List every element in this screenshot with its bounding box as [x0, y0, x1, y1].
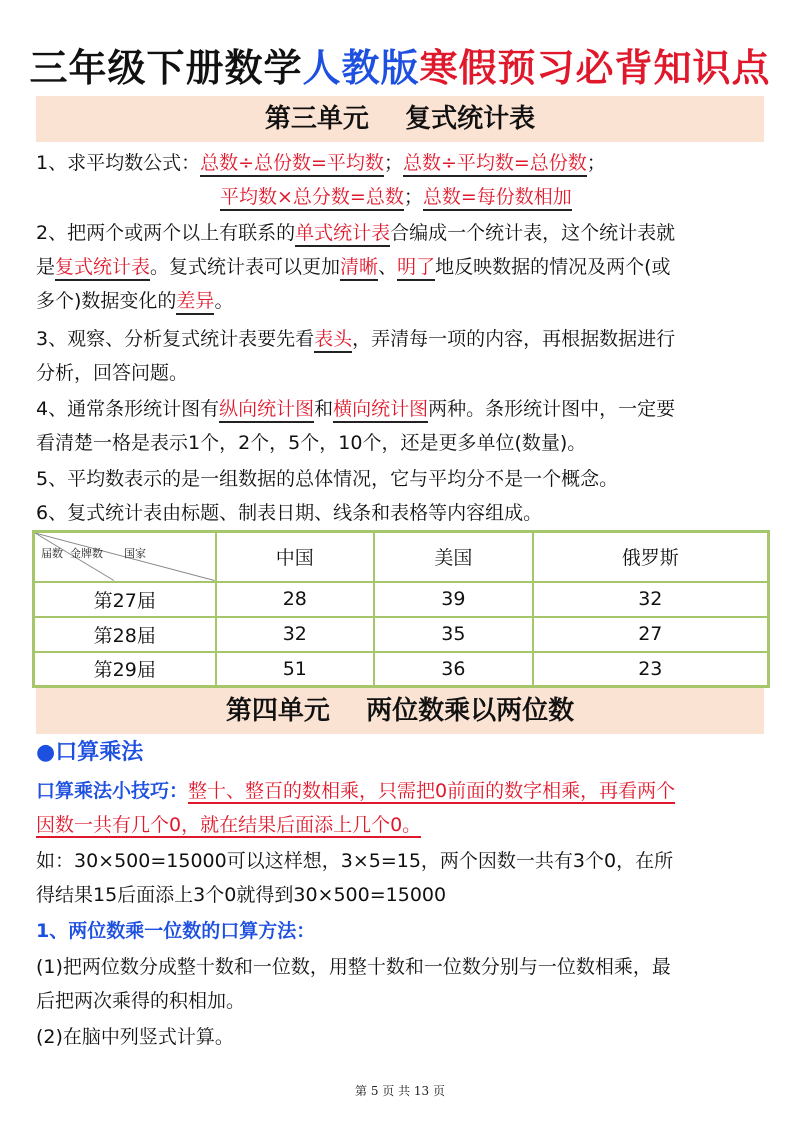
item2-text-e: 、: [378, 256, 398, 278]
col-header: 美国: [374, 532, 533, 582]
table-row: [34, 617, 769, 652]
table-header-row: [34, 532, 769, 582]
item1-prefix: 1、求平均数公式：: [36, 152, 201, 174]
row-label: 第29届: [34, 652, 216, 687]
keyword-single-table: 单式统计表: [295, 222, 390, 247]
compound-stat-table: [32, 530, 770, 688]
unit3-heading: 第三单元 复式统计表: [36, 96, 764, 142]
unit4-heading: 第四单元 两位数乘以两位数: [36, 688, 764, 734]
table-cell: 39: [374, 582, 533, 617]
method-heading: [36, 914, 768, 948]
table-cell: 23: [533, 652, 769, 687]
keyword-difference: 差异: [176, 290, 214, 315]
table-cell: 51: [216, 652, 375, 687]
item4-text-b: 和: [314, 398, 334, 420]
tip-line1: [36, 774, 768, 808]
section-heading: ●口算乘法: [36, 740, 144, 765]
item2-text-g: 多个)数据变化的: [36, 290, 177, 312]
tip-text-2: 因数一共有几个0，就在结果后面添上几个0。: [36, 814, 422, 836]
tip-line2: [36, 808, 768, 842]
page-title: [0, 40, 800, 96]
title-edition: 人教版: [302, 46, 420, 90]
title-topic: 寒假预习必背知识点: [419, 46, 771, 90]
table-cell: 35: [374, 617, 533, 652]
item2-text-h: 。: [214, 290, 234, 312]
method-2: (2)在脑中列竖式计算。: [36, 1026, 234, 1048]
item4-line1: [36, 392, 768, 426]
formula-3: 平均数×总分数=总数: [220, 186, 404, 211]
sep-1: ；: [383, 152, 403, 174]
keyword-header: 表头: [314, 328, 352, 353]
sep-2: ；: [586, 152, 606, 174]
table-corner-label: 届数 金牌数 国家: [41, 547, 146, 560]
method-1-line1: (1)把两位数分成整十数和一位数，用整十数和一位数分别与一位数相乘，最: [36, 956, 671, 978]
item3-line1: [36, 322, 768, 356]
tip-text-1: 整十、整百的数相乘，只需把0前面的数字相乘，再看两个: [188, 780, 676, 802]
keyword-plain: 明了: [397, 256, 435, 281]
table-row: [34, 582, 769, 617]
item4-text-a: 4、通常条形统计图有: [36, 398, 220, 420]
table-row: [34, 652, 769, 687]
table-cell: 36: [374, 652, 533, 687]
method-1-line2: 后把两次乘得的积相加。: [36, 990, 246, 1012]
example-line1: 如：30×500=15000可以这样想，3×5=15，两个因数一共有3个0，在所: [36, 850, 674, 872]
item4-text-c: 两种。条形统计图中，一定要: [428, 398, 676, 420]
item1-line1: [36, 146, 768, 180]
page-footer: 第 5 页 共 13 页: [355, 1084, 445, 1098]
item2-text-d: 。复式统计表可以更加: [150, 256, 341, 278]
sep-3: ；: [403, 186, 423, 208]
section-oral-multiplication: [36, 736, 768, 770]
example-line2: 得结果15后面添上3个0就得到30×500=15000: [36, 884, 447, 906]
formula-4: 总数=每份数相加: [423, 186, 572, 211]
item2-line1: [36, 216, 768, 250]
title-grade: 三年级下册数学: [29, 46, 303, 90]
tip-label: 口算乘法小技巧：: [36, 780, 189, 802]
item1-line2: [220, 180, 768, 214]
keyword-vertical-chart: 纵向统计图: [219, 398, 314, 423]
item2-text-c: 是: [36, 256, 56, 278]
formula-1: 总数÷总份数=平均数: [200, 152, 384, 177]
method-heading-text: 1、两位数乘一位数的口算方法：: [36, 920, 316, 942]
item3-line2: 分析，回答问题。: [36, 362, 189, 384]
keyword-clear: 清晰: [340, 256, 378, 281]
formula-2: 总数÷平均数=总份数: [403, 152, 587, 177]
keyword-horizontal-chart: 横向统计图: [333, 398, 428, 423]
item2-line3: [36, 284, 768, 318]
item2-line2: [36, 250, 768, 284]
table-cell: 32: [533, 582, 769, 617]
item2-text-b: 合编成一个统计表，这个统计表就: [390, 222, 676, 244]
row-label: 第28届: [34, 617, 216, 652]
item2-text-a: 2、把两个或两个以上有联系的: [36, 222, 296, 244]
table-corner-cell: [34, 532, 216, 582]
row-label: 第27届: [34, 582, 216, 617]
item2-text-f: 地反映数据的情况及两个(或: [435, 256, 671, 278]
table-cell: 32: [216, 617, 375, 652]
table-cell: 27: [533, 617, 769, 652]
item3-text-a: 3、观察、分析复式统计表要先看: [36, 328, 315, 350]
item6: 6、复式统计表由标题、制表日期、线条和表格等内容组成。: [36, 502, 543, 524]
col-header: 俄罗斯: [533, 532, 769, 582]
col-header: 中国: [216, 532, 375, 582]
table-cell: 28: [216, 582, 375, 617]
item4-line2: 看清楚一格是表示1个，2个，5个，10个，还是更多单位(数量)。: [36, 432, 587, 454]
keyword-compound-table: 复式统计表: [55, 256, 150, 281]
item3-text-b: ，弄清每一项的内容，再根据数据进行: [352, 328, 676, 350]
item5: 5、平均数表示的是一组数据的总体情况，它与平均分不是一个概念。: [36, 468, 619, 490]
